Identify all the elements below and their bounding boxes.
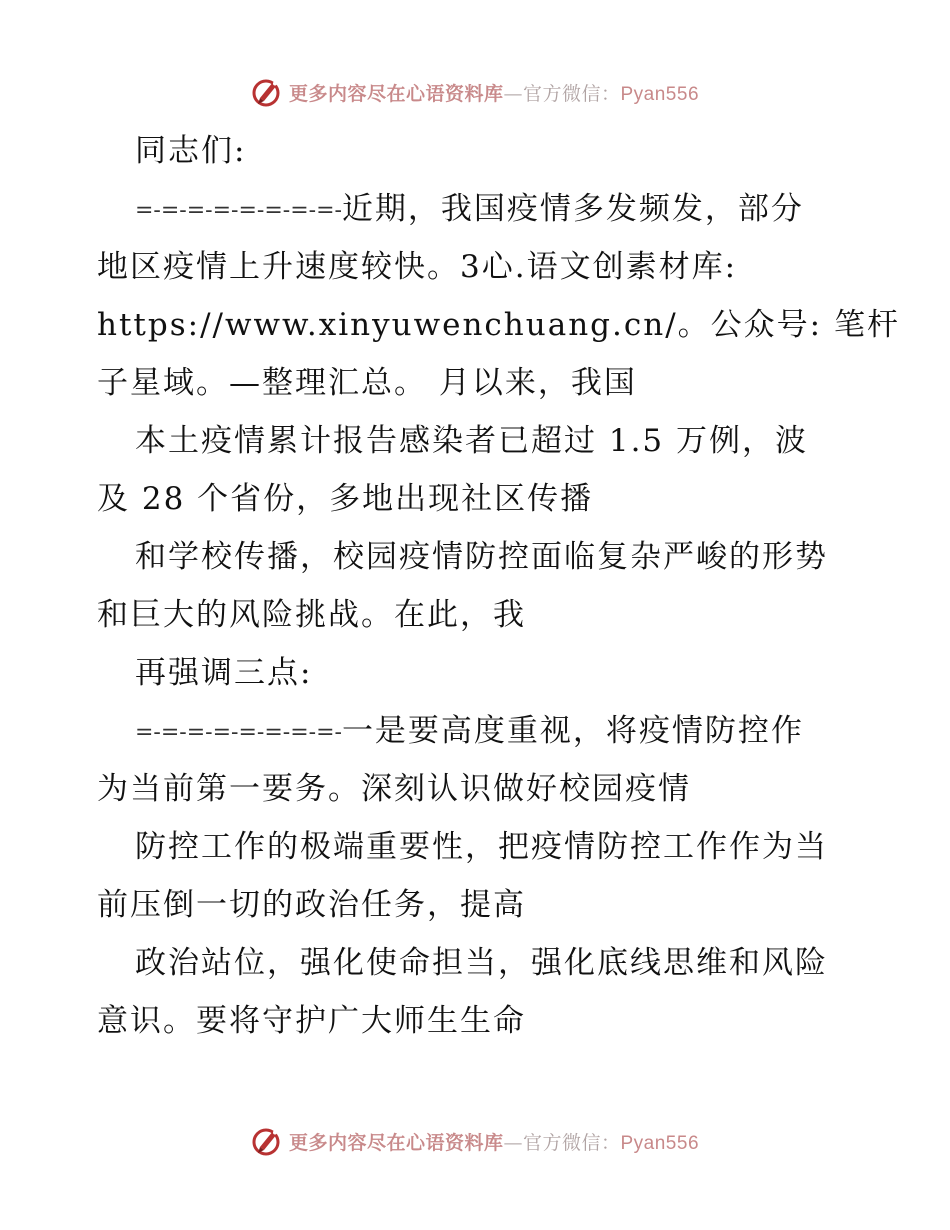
- footer-banner: [0, 1121, 950, 1161]
- separator-marks: =-=-=-=-=-=-=-=-: [135, 720, 342, 745]
- pen-logo-icon: [251, 76, 283, 108]
- text-line: 政治站位，强化使命担当，强化底线思维和风险: [135, 945, 828, 981]
- banner-wechat-label: 官方微信：: [522, 82, 621, 105]
- text-line: 为当前第一要务。深刻认识做好校园疫情: [97, 771, 691, 807]
- banner-title: 更多内容尽在心语资料库: [288, 1131, 504, 1154]
- text-line: =-=-=-=-=-=-=-=-一是要高度重视，将疫情防控作: [135, 713, 804, 749]
- text-line: =-=-=-=-=-=-=-=-近期，我国疫情多发频发，部分: [135, 191, 804, 227]
- banner-wechat-id: Pyan556: [620, 1132, 700, 1154]
- text-line: 意识。要将守护广大师生生命: [97, 1003, 526, 1039]
- banner-wechat-label: 官方微信：: [522, 1131, 621, 1154]
- banner-title: 更多内容尽在心语资料库: [288, 82, 504, 105]
- text-line: 再强调三点:: [135, 655, 313, 691]
- text-line: 本土疫情累计报告感染者已超过 1.5 万例，波: [135, 423, 809, 459]
- banner-dash: —: [503, 1131, 523, 1154]
- text-line: https://www.xinyuwenchuang.cn/。公众号: 笔杆: [97, 307, 900, 343]
- banner-wechat-id: Pyan556: [620, 83, 700, 105]
- text-line: 同志们:: [135, 133, 247, 169]
- text-line: 及 28 个省份，多地出现社区传播: [97, 481, 594, 517]
- banner-dash: —: [503, 82, 523, 105]
- text-line: 和学校传播，校园疫情防控面临复杂严峻的形势: [135, 539, 828, 575]
- text-line: 和巨大的风险挑战。在此，我: [97, 597, 526, 633]
- text-line: 子星域。—整理汇总。 月以来，我国: [97, 365, 637, 401]
- text-line: 防控工作的极端重要性，把疫情防控工作作为当: [135, 829, 828, 865]
- header-banner: [0, 72, 950, 112]
- pen-logo-icon: [251, 1125, 283, 1157]
- text-line: 地区疫情上升速度较快。3心.语文创素材库:: [97, 249, 738, 285]
- separator-marks: =-=-=-=-=-=-=-=-: [135, 198, 342, 223]
- text-line: 前压倒一切的政治任务，提高: [97, 887, 526, 923]
- document-body: [97, 122, 900, 1050]
